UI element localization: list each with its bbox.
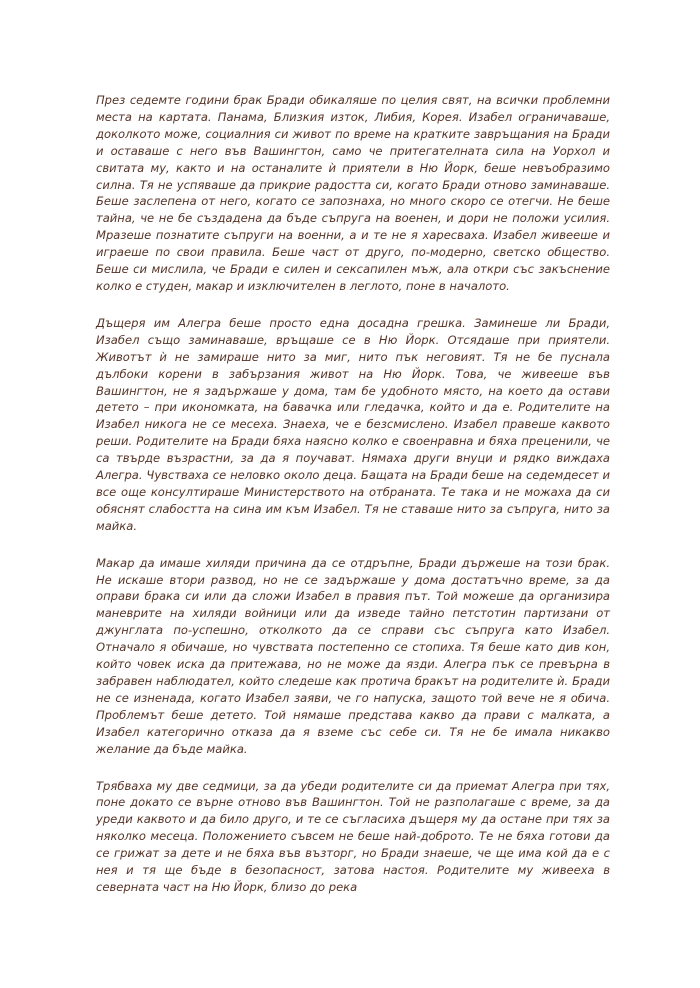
paragraph-1: През седемте години брак Бради обикаляше по целия свят, на всички проблемни места на картата. Панама, Близкия изток, Либия, Корея. Изабел ограничаваше, доколкото може, социалния си живот по време на кратките завръщания на Бради и оставаше с него във Вашингтон, само че притегателната сила на Уорхол и свитата му, както и на останалите ѝ приятели в Ню Йорк, беше невъобразимо силна. Тя не успяваше да прикрие радостта си, когато Бради отново заминаваше. Беше заслепена от него, когато се запознаха, но много скоро се отегчи. Не беше тайна, че не бе създадена да бъде съпруга на военен, и дори не положи усилия. Мразеше познатите съпруги на военни, а и те не я харесваха. Изабел живееше и играеше по свои правила. Беше част от друго, по-модерно, светско общество. Беше си мислила, че Бради е силен и сексапилен мъж, ала откри със закъснение колко е студен, макар и изключителен в леглото, поне в началото. [96, 93, 610, 293]
paragraph-2: Дъщеря им Алегра беше просто една досадна грешка. Заминеше ли Бради, Изабел също заминаваше, връщаше се в Ню Йорк. Отсядаше при приятели. Животът ѝ не замираше нито за миг, нито пък неговият. Тя не бе пуснала дълбоки корени в забързания живот на Ню Йорк. Това, че живееше във Вашингтон, не я задържаше у дома, там бе удобното място, на което да остави детето – при икономката, на бавачка или гледачка, който и да е. Родителите на Изабел никога не се месеха. Знаеха, че е безсмислено. Изабел правеше каквото реши. Родителите на Бради бяха наясно колко е своенравна и бяха преценили, че са твърде възрастни, за да я поучават. Нямаха други внуци и рядко виждаха Алегра. Чувстваха се неловко около деца. Бащата на Бради беше на седемдесет и все още консултираше Министерството на отбраната. Те така и не можаха да си обяснят слабостта на сина им към Изабел. Тя не ставаше нито за съпруга, нито за майка. [96, 315, 610, 533]
paragraph-4: Трябваха му две седмици, за да убеди родителите си да приемат Алегра при тях, поне докато се върне отново във Вашингтон. Той не разполагаше с време, за да уреди каквото и да било друго, и те се съгласиха дъщеря му да остане при тях за няколко месеца. Положението съвсем не беше най-доброто. Те не бяха готови да се грижат за дете и не бяха във възторг, но Бради знаеше, че ще има кой да е с нея и тя ще бъде в безопасност, затова настоя. Родителите му живееха в северната част на Ню Йорк, близо до река [96, 778, 610, 894]
paragraph-3: Макар да имаше хиляди причина да се отдръпне, Бради държеше на този брак. Не искаше втори развод, но не се задържаше у дома достатъчно време, за да оправи брака си или да сложи Изабел в правия път. Той можеше да организира маневрите на хиляди войници или да изведе тайно петстотин партизани от джунглата по-успешно, отколкото да се справи със съпруга като Изабел. Отначало я обичаше, но чувствата постепенно се стопиха. Тя беше като див кон, който човек иска да притежава, но не може да язди. Алегра пък се превърна в забравен наблюдател, който следеше как протича бракът на родителите ѝ. Бради не се изненада, когато Изабел заяви, че го напуска, защото той вече не я обича. Проблемът беше детето. Той нямаше представа какво да прави с малката, а Изабел категорично отказа да я вземе със себе си. Тя не бе имала никакво желание да бъде майка. [96, 555, 610, 756]
document-page [96, 92, 610, 916]
